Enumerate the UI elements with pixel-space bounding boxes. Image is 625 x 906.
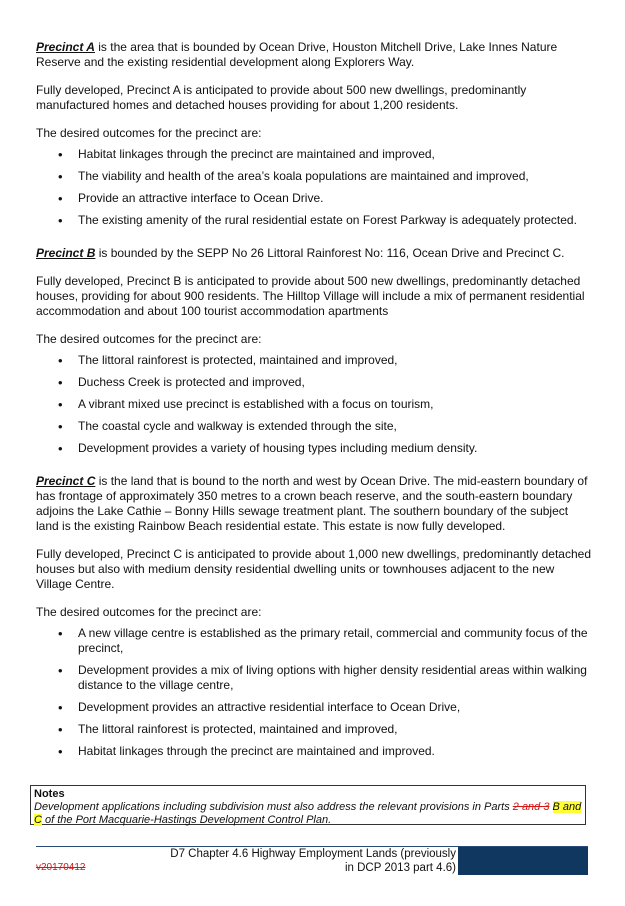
precinct-a-outcomes-list	[36, 147, 592, 228]
list-item: • Habitat linkages through the precinct are maintained and improved.	[36, 744, 592, 759]
notes-title: Notes	[34, 788, 65, 800]
list-item: • Development provides a variety of housing types including medium density.	[36, 441, 592, 456]
version-label: v20170412	[36, 862, 86, 873]
precinct-a-label: Precinct A	[36, 40, 95, 54]
precinct-c-development: Fully developed, Precinct C is anticipated to provide about 1,000 new dwellings, predominantly detached houses but also with medium density residential dwelling units or townhouses adjacent to the new Village Centre.	[36, 547, 591, 591]
deleted-text: 2 and 3	[512, 801, 550, 813]
footer-title: D7 Chapter 4.6 Highway Employment Lands (previously in DCP 2013 part 4.6)	[170, 848, 456, 874]
list-item: • Development provides a mix of living options with higher density residential areas within walking distance to the village centre,	[36, 663, 592, 693]
list-item: • Development provides an attractive residential interface to Ocean Drive,	[36, 700, 592, 715]
precinct-a-outcomes-lead: The desired outcomes for the precinct are:	[36, 126, 262, 140]
precinct-b-intro: Precinct B is bounded by the SEPP No 26 Littoral Rainforest No: 116, Ocean Drive and Precinct C.	[36, 246, 565, 260]
list-item: • Habitat linkages through the precinct are maintained and improved,	[36, 147, 592, 162]
precinct-b-outcomes-list	[36, 353, 592, 456]
precinct-c-outcomes-lead: The desired outcomes for the precinct are:	[36, 605, 262, 619]
notes-box	[30, 785, 586, 825]
precinct-c-outcomes-list	[36, 626, 592, 759]
list-item: • Provide an attractive interface to Ocean Drive.	[36, 191, 592, 206]
list-item: • The viability and health of the area’s koala populations are maintained and improved,	[36, 169, 592, 184]
precinct-b-outcomes-lead: The desired outcomes for the precinct are:	[36, 332, 262, 346]
list-item: • The existing amenity of the rural residential estate on Forest Parkway is adequately protected.	[36, 213, 592, 228]
document-body	[36, 40, 592, 777]
list-item: • A vibrant mixed use precinct is established with a focus on tourism,	[36, 397, 592, 412]
precinct-a-intro: Precinct A is the area that is bounded by Ocean Drive, Houston Mitchell Drive, Lake Innes Nature Reserve and the existing residential development along Explorers Way.	[36, 40, 558, 69]
precinct-c-label: Precinct C	[36, 474, 96, 488]
list-item: • The coastal cycle and walkway is extended through the site,	[36, 419, 592, 434]
precinct-c-intro: Precinct C is the land that is bound to the north and west by Ocean Drive. The mid-eastern boundary of has frontage of approximately 350 metres to a crown beach reserve, and the south-eastern boundary adjoins the Lake Cathie – Bonny Hills sewage treatment plant. The southern boundary of the subject land is the existing Rainbow Beach residential estate. This estate is now fully developed.	[36, 474, 588, 533]
precinct-b-development: Fully developed, Precinct B is anticipated to provide about 500 new dwellings, predominantly detached houses, providing for about 900 residents. The Hilltop Village will include a mix of permanent residential accommodation and about 100 tourist accommodation apartments	[36, 274, 585, 318]
inserted-text: B and C	[34, 801, 582, 826]
footer-color-bar	[458, 847, 588, 875]
precinct-b-label: Precinct B	[36, 246, 96, 260]
list-item: • A new village centre is established as the primary retail, commercial and community focus of the precinct,	[36, 626, 592, 656]
list-item: • Duchess Creek is protected and improved,	[36, 375, 592, 390]
precinct-a-development: Fully developed, Precinct A is anticipated to provide about 500 new dwellings, predominantly manufactured homes and detached houses providing for about 1,200 residents.	[36, 83, 527, 112]
notes-text: Development applications including subdivision must also address the relevant provisions in Parts 2 and 3 B and C of the Port Macquarie-Hastings Development Control Plan.	[34, 801, 582, 826]
list-item: • The littoral rainforest is protected, maintained and improved,	[36, 353, 592, 368]
list-item: • The littoral rainforest is protected, maintained and improved,	[36, 722, 592, 737]
